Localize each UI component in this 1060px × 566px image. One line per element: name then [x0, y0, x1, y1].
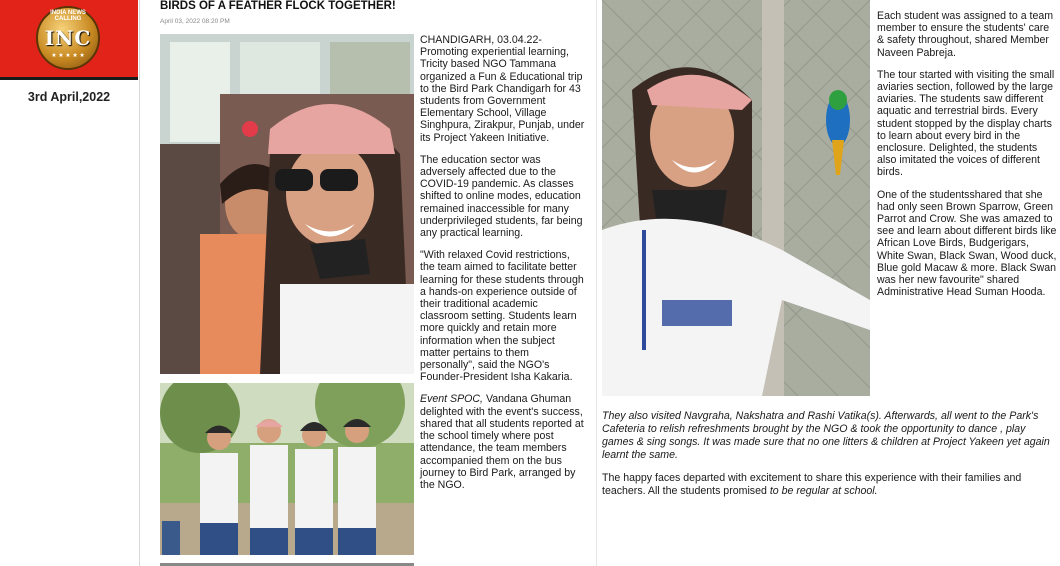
- paragraph-text: Vandana Ghuman delighted with the event's success, shared that all students reported at the school timely where post attendance, the team members accompanied them on the bus journey to Bird Park, arranged by the NGO.: [420, 393, 584, 491]
- article-column-1: [420, 34, 586, 501]
- logo-stars-icon: ★ ★ ★ ★ ★: [51, 53, 85, 59]
- site-logo[interactable]: [0, 0, 138, 80]
- paragraph: One of the studentsshared that she had only seen Brown Sparrow, Green Parrot and Crow. She was amazed to see and learn about different birds like African Love Birds, Budgerigars, White Swan, Black Swan, Wood duck, Blue gold Macaw & more. Black Swan was her new favourite" shared Administrative Head Suman Hooda.: [877, 188, 1057, 299]
- paragraph: [602, 472, 1050, 498]
- sidebar-divider: [139, 0, 140, 566]
- paragraph: The tour started with visiting the small aviaries section, followed by the large aviaries. The students saw different aquatic and terrestrial birds. Every student stopped by the display charts to learn about every bird in the enclosure. Delighted, the students also imitated the voices of different birds.: [877, 68, 1055, 179]
- paragraph: The education sector was adversely affected due to the COVID-19 pandemic. As classes shifted to online modes, education remained inaccessible for many underprivileged students, far being any practical learning.: [420, 153, 583, 240]
- photo-parrot-selfie: [602, 0, 870, 396]
- column-divider: [596, 0, 597, 566]
- paragraph: Each student was assigned to a team member to ensure the students' care & safety throughout, shared Member Naveen Pabreja.: [877, 10, 1054, 59]
- paragraph: "With relaxed Covid restrictions, the team aimed to facilitate better learning for these students through a hands-on experience outside of their traditional academic classroom setting. Students learn more quickly and retain more information when the subject matter pertains to them personally", said the NGO's Founder-President Isha Kakaria.: [420, 249, 584, 384]
- article-headline: BIRDS OF A FEATHER FLOCK TOGETHER!: [160, 0, 396, 12]
- publication-date: 3rd April,2022: [27, 90, 111, 104]
- logo-emblem: [36, 6, 100, 70]
- logo-arc-text: INDIA NEWS CALLING: [50, 10, 86, 22]
- paragraph: CHANDIGARH, 03.04.22- Promoting experiential learning, Tricity based NGO Tammana organized a Fun & Educational trip to the Bird Park Chandigarh for 43 students from Government Elementary School, Village Singhpura, Zirakpur, Punjab, under its Project Yakeen Initiative.: [420, 34, 585, 144]
- article-byline: April 03, 2022 08:20 PM: [160, 18, 230, 25]
- article-column-3: [877, 10, 1057, 308]
- paragraph-emphasis: to be regular at school.: [769, 485, 878, 497]
- logo-monogram: INC: [44, 26, 92, 50]
- photo-bus-selfie: [160, 34, 414, 374]
- paragraph-lead: Event SPOC,: [420, 393, 483, 406]
- article-bottom: [602, 410, 1050, 508]
- photo-group: [160, 383, 414, 555]
- paragraph: They also visited Navgraha, Nakshatra and Rashi Vatika(s). Afterwards, all went to the Park's Cafeteria to relish refreshments brought by the NGO & took the opportunity to dance , play games & sing songs. It was made sure that no one litters & children at Project Yakeen yet again learnt the same.: [602, 410, 1050, 461]
- paragraph: [420, 393, 586, 491]
- paragraph-text: The happy faces departed with excitement to share this experience with their families and teachers. All the students promised: [602, 472, 1022, 497]
